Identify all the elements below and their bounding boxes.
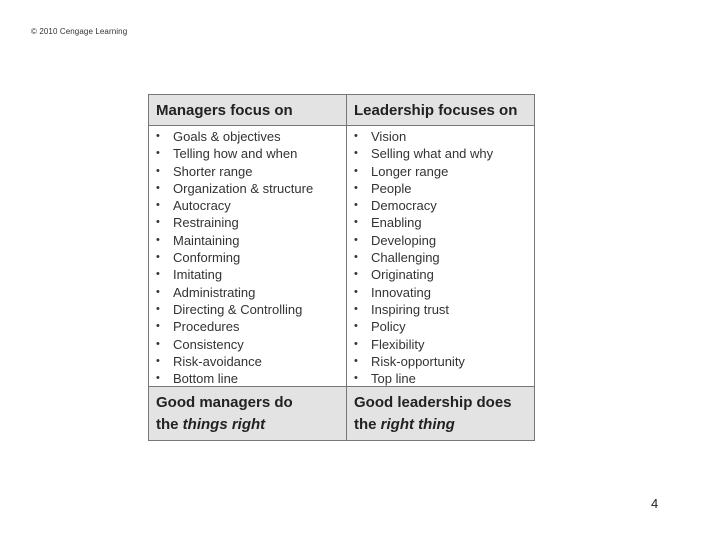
managers-item-label: Autocracy	[173, 198, 231, 214]
managers-item-label: Imitating	[173, 267, 223, 283]
comparison-table	[148, 94, 535, 441]
leadership-item-label: Enabling	[371, 215, 422, 231]
managers-item-label: Procedures	[173, 319, 240, 335]
managers-header: Managers focus on	[149, 95, 346, 126]
leadership-item-label: People	[371, 180, 412, 196]
bullet: •	[354, 147, 358, 160]
leadership-list-item	[347, 197, 534, 214]
leadership-list-item	[347, 336, 534, 353]
leadership-footer	[347, 386, 534, 440]
managers-item-label: Goals & objectives	[173, 129, 281, 144]
managers-list-item	[149, 370, 346, 387]
bullet: •	[354, 130, 358, 142]
managers-list-item	[149, 232, 346, 249]
managers-list-item	[149, 145, 346, 162]
bullet: •	[156, 233, 160, 246]
managers-item-label: Conforming	[173, 250, 241, 266]
managers-list-item	[149, 353, 346, 370]
bullet: •	[156, 147, 160, 160]
managers-item-label: Administrating	[173, 284, 256, 300]
managers-item-label: Directing & Controlling	[173, 301, 303, 317]
leadership-list-item	[347, 128, 534, 145]
managers-item-label: Organization & structure	[173, 180, 314, 196]
bullet: •	[156, 181, 160, 194]
managers-footer-line1: Good managers do	[156, 394, 293, 411]
bullet: •	[156, 302, 160, 315]
bullet: •	[354, 251, 358, 264]
leadership-item-label: Inspiring trust	[371, 301, 450, 317]
leadership-header: Leadership focuses on	[347, 95, 534, 126]
managers-column	[149, 95, 347, 440]
bullet: •	[354, 181, 358, 194]
bullet: •	[156, 268, 160, 281]
managers-item-label: Risk-avoidance	[173, 353, 262, 369]
leadership-footer-line1: Good leadership does	[354, 394, 512, 411]
leadership-item-label: Top line	[371, 371, 416, 387]
managers-item-label: Bottom line	[173, 371, 239, 387]
managers-footer-italic: things right	[182, 416, 266, 433]
leadership-item-label: Selling what and why	[371, 146, 494, 162]
managers-list-item	[149, 249, 346, 266]
managers-list-item	[149, 128, 346, 145]
managers-list-item	[149, 197, 346, 214]
leadership-list-item	[347, 301, 534, 318]
leadership-item-label: Innovating	[371, 284, 431, 300]
copyright-notice: © 2010 Cengage Learning	[31, 27, 128, 36]
leadership-list-item	[347, 232, 534, 249]
leadership-list-item	[347, 163, 534, 180]
bullet: •	[354, 337, 358, 350]
managers-list-item	[149, 214, 346, 231]
leadership-list-item	[347, 266, 534, 283]
bullet: •	[354, 199, 358, 212]
bullet: •	[156, 337, 160, 350]
leadership-footer-line2	[354, 414, 534, 436]
bullet: •	[156, 199, 160, 212]
page-number: 4	[651, 496, 659, 511]
leadership-item-label: Risk-opportunity	[371, 353, 465, 369]
managers-list-item	[149, 336, 346, 353]
managers-item-label: Telling how and when	[173, 146, 298, 162]
managers-item-label: Consistency	[173, 336, 244, 352]
bullet: •	[354, 233, 358, 246]
managers-item-label: Maintaining	[173, 232, 240, 248]
leadership-item-label: Developing	[371, 232, 437, 248]
leadership-list-item	[347, 318, 534, 335]
leadership-list-item	[347, 214, 534, 231]
bullet: •	[354, 216, 358, 229]
leadership-item-label: Vision	[371, 129, 407, 144]
bullet: •	[354, 320, 358, 333]
bullet: •	[354, 164, 358, 177]
leadership-item-label: Flexibility	[371, 336, 425, 352]
leadership-footer-italic: right thing	[380, 416, 455, 433]
leadership-footer-plain: the	[354, 416, 381, 433]
leadership-list-item	[347, 353, 534, 370]
bullet: •	[354, 285, 358, 298]
bullet: •	[156, 164, 160, 177]
managers-footer-plain: the	[156, 416, 183, 433]
managers-list-item	[149, 163, 346, 180]
bullet: •	[354, 302, 358, 315]
bullet: •	[156, 130, 160, 142]
leadership-list-item	[347, 370, 534, 387]
managers-list-item	[149, 180, 346, 197]
bullet: •	[156, 285, 160, 298]
leadership-list-item	[347, 145, 534, 162]
bullet: •	[354, 354, 358, 367]
managers-footer	[149, 386, 346, 440]
leadership-item-label: Originating	[371, 267, 434, 283]
leadership-item-label: Longer range	[371, 163, 449, 179]
bullet: •	[156, 251, 160, 264]
leadership-list-item	[347, 180, 534, 197]
leadership-item-label: Democracy	[371, 198, 437, 214]
bullet: •	[354, 372, 358, 385]
leadership-list-item	[347, 249, 534, 266]
leadership-item-label: Policy	[371, 319, 406, 335]
managers-list-item	[149, 266, 346, 283]
managers-footer-line2	[156, 414, 346, 436]
bullet: •	[354, 268, 358, 281]
leadership-list	[347, 128, 534, 387]
leadership-column	[347, 95, 534, 440]
managers-list-item	[149, 318, 346, 335]
managers-item-label: Shorter range	[173, 163, 253, 179]
leadership-item-label: Challenging	[371, 250, 440, 266]
bullet: •	[156, 320, 160, 333]
bullet: •	[156, 372, 160, 385]
managers-list-item	[149, 284, 346, 301]
managers-item-label: Restraining	[173, 215, 239, 231]
bullet: •	[156, 354, 160, 367]
leadership-list-item	[347, 284, 534, 301]
managers-list	[149, 128, 346, 387]
bullet: •	[156, 216, 160, 229]
managers-list-item	[149, 301, 346, 318]
